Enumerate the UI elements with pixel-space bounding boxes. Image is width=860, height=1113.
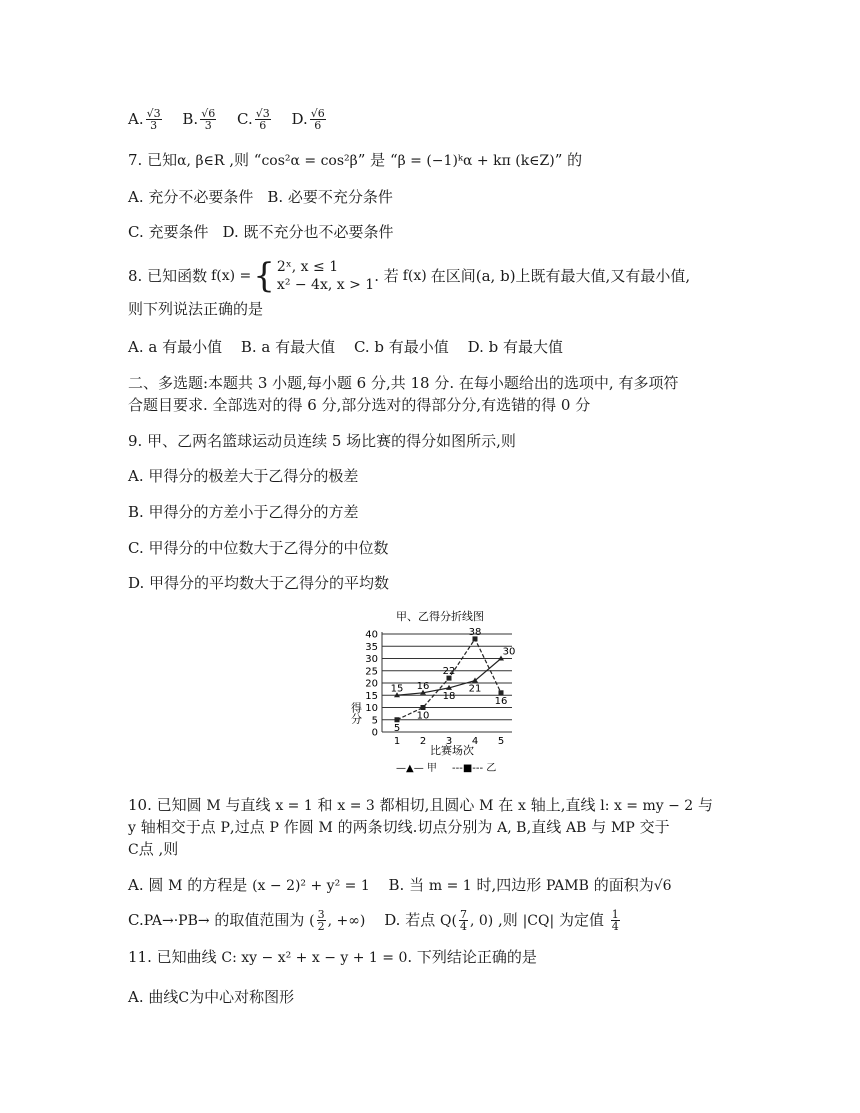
chart-legend bbox=[396, 762, 496, 774]
q6-option-c: C. $\frac{√3}{6}$ bbox=[237, 107, 270, 132]
score-line-chart bbox=[349, 608, 522, 778]
q6-option-d: D. $\frac{√6}{6}$ bbox=[291, 107, 325, 132]
q9-option-d: D. 甲得分的平均数大于乙得分的平均数 bbox=[128, 574, 390, 592]
y-tick-label: 35 bbox=[365, 641, 378, 653]
y-tick-label: 10 bbox=[365, 703, 378, 714]
y-tick-label: 20 bbox=[365, 678, 378, 690]
x-tick-label: 5 bbox=[497, 736, 505, 747]
y-tick-label: 5 bbox=[371, 715, 378, 727]
q7-stem: 7. 已知α, β∈R ,则 “cos²α = cos²β” 是 “β = (−1)ᵏα + kπ (k∈Z)” 的 bbox=[128, 151, 583, 169]
x-tick-label: 2 bbox=[419, 736, 427, 747]
data-label: 16 bbox=[416, 680, 430, 692]
q9-option-a: A. 甲得分的极差大于乙得分的极差 bbox=[128, 467, 359, 485]
data-label: 18 bbox=[442, 690, 456, 702]
chart-y-ticks bbox=[365, 630, 378, 739]
chart-grid bbox=[382, 632, 512, 732]
chart-series bbox=[394, 636, 504, 722]
y-tick-label: 0 bbox=[371, 727, 378, 739]
data-point bbox=[395, 717, 400, 722]
q7-option-c: C. 充要条件 bbox=[128, 223, 209, 241]
q9-option-c: C. 甲得分的中位数大于乙得分的中位数 bbox=[128, 539, 389, 557]
q8-option-b: B. a 有最大值 bbox=[240, 338, 336, 356]
q9-option-b: B. 甲得分的方差小于乙得分的方差 bbox=[128, 503, 359, 521]
chart-x-label: 比赛场次 bbox=[430, 744, 474, 757]
q10-option-d: D. 若点 Q( $\frac{7}{4}$ , 0) ,则 |CQ| 为定值 $\frac{1}{4}$ bbox=[384, 908, 619, 933]
legend-series-2: ---■--- 乙 bbox=[452, 763, 497, 774]
section2-heading-line1: 二、多选题:本题共 3 小题,每小题 6 分,共 18 分. 在每小题给出的选项中, 有多项符 bbox=[128, 374, 679, 392]
data-label: 22 bbox=[442, 666, 456, 678]
q10-stem-line2: y 轴相交于点 P,过点 P 作圆 M 的两条切线.切点分别为 A, B,直线 AB 与 MP 交于 bbox=[128, 818, 670, 836]
q8-options bbox=[128, 337, 563, 357]
x-tick-label: 1 bbox=[393, 736, 401, 747]
data-point bbox=[421, 705, 426, 710]
data-label: 16 bbox=[494, 695, 508, 707]
chart-y-label: 得分 bbox=[349, 702, 363, 724]
q8-option-d: D. b 有最大值 bbox=[467, 338, 563, 356]
data-label: 30 bbox=[502, 646, 516, 658]
q11-stem: 11. 已知曲线 C: xy − x² + x − y + 1 = 0. 下列结论正确的是 bbox=[128, 948, 537, 966]
q8-stem-line2: 则下列说法正确的是 bbox=[128, 300, 264, 318]
data-label: 15 bbox=[390, 683, 404, 695]
legend-series-1: —▲— 甲 bbox=[396, 763, 437, 774]
data-label: 10 bbox=[416, 710, 430, 722]
q10-option-c: C.PA→·PB→ 的取值范围为 ( $\frac{3}{2}$ , +∞) bbox=[128, 908, 366, 933]
q10-stem-line3: C点 ,则 bbox=[128, 840, 179, 858]
q10-stem-line1: 10. 已知圆 M 与直线 x = 1 和 x = 3 都相切,且圆心 M 在 x 轴上,直线 l: x = my − 2 与 bbox=[128, 796, 713, 814]
q10-options-row1 bbox=[128, 875, 672, 896]
q6-options bbox=[128, 108, 328, 131]
data-label: 5 bbox=[393, 722, 401, 734]
q8-option-a: A. a 有最小值 bbox=[128, 338, 223, 356]
data-label: 21 bbox=[468, 683, 482, 695]
q7-option-b: B. 必要不充分条件 bbox=[267, 188, 393, 206]
data-point bbox=[499, 690, 504, 695]
q10-option-b: B. 当 m = 1 时,四边形 PAMB 的面积为√6 bbox=[388, 876, 672, 894]
q6-option-b: B. $\frac{√6}{3}$ bbox=[182, 107, 216, 132]
q7-options-row2 bbox=[128, 222, 394, 242]
x-tick-label: 3 bbox=[445, 736, 453, 747]
q10-options-row2 bbox=[128, 909, 622, 932]
q7-option-a: A. 充分不必要条件 bbox=[128, 188, 254, 206]
y-tick-label: 30 bbox=[365, 654, 378, 665]
q7-options-row1 bbox=[128, 187, 393, 207]
x-tick-label: 4 bbox=[471, 736, 479, 747]
y-tick-label: 40 bbox=[365, 629, 378, 641]
q7-option-d: D. 既不充分也不必要条件 bbox=[222, 223, 394, 241]
q10-option-a: A. 圆 M 的方程是 (x − 2)² + y² = 1 bbox=[128, 876, 370, 894]
q8-piecewise: 2ˣ, x ≤ 1 x² − 4x, x > 1 bbox=[276, 259, 375, 293]
section2-heading-line2: 合题目要求. 全部选对的得 6 分,部分选对的得部分分,有选错的得 0 分 bbox=[128, 396, 591, 414]
q6-option-a: A. $\frac{√3}{3}$ bbox=[128, 107, 161, 132]
q8-option-c: C. b 有最小值 bbox=[353, 338, 449, 356]
y-tick-label: 15 bbox=[365, 690, 378, 702]
chart-data-labels bbox=[391, 627, 516, 734]
y-tick-label: 25 bbox=[365, 666, 378, 678]
q8-stem: 8. 已知函数 f(x) = { 2ˣ, x ≤ 1 x² − 4x, x > 1 . 若 f(x) 在区间(a, b)上既有最大值,又有最小值, bbox=[128, 256, 691, 296]
q9-stem: 9. 甲、乙两名篮球运动员连续 5 场比赛的得分如图所示,则 bbox=[128, 432, 516, 450]
q11-option-a: A. 曲线C为中心对称图形 bbox=[128, 988, 295, 1006]
chart-title: 甲、乙得分折线图 bbox=[396, 610, 484, 623]
data-label: 38 bbox=[468, 626, 482, 638]
